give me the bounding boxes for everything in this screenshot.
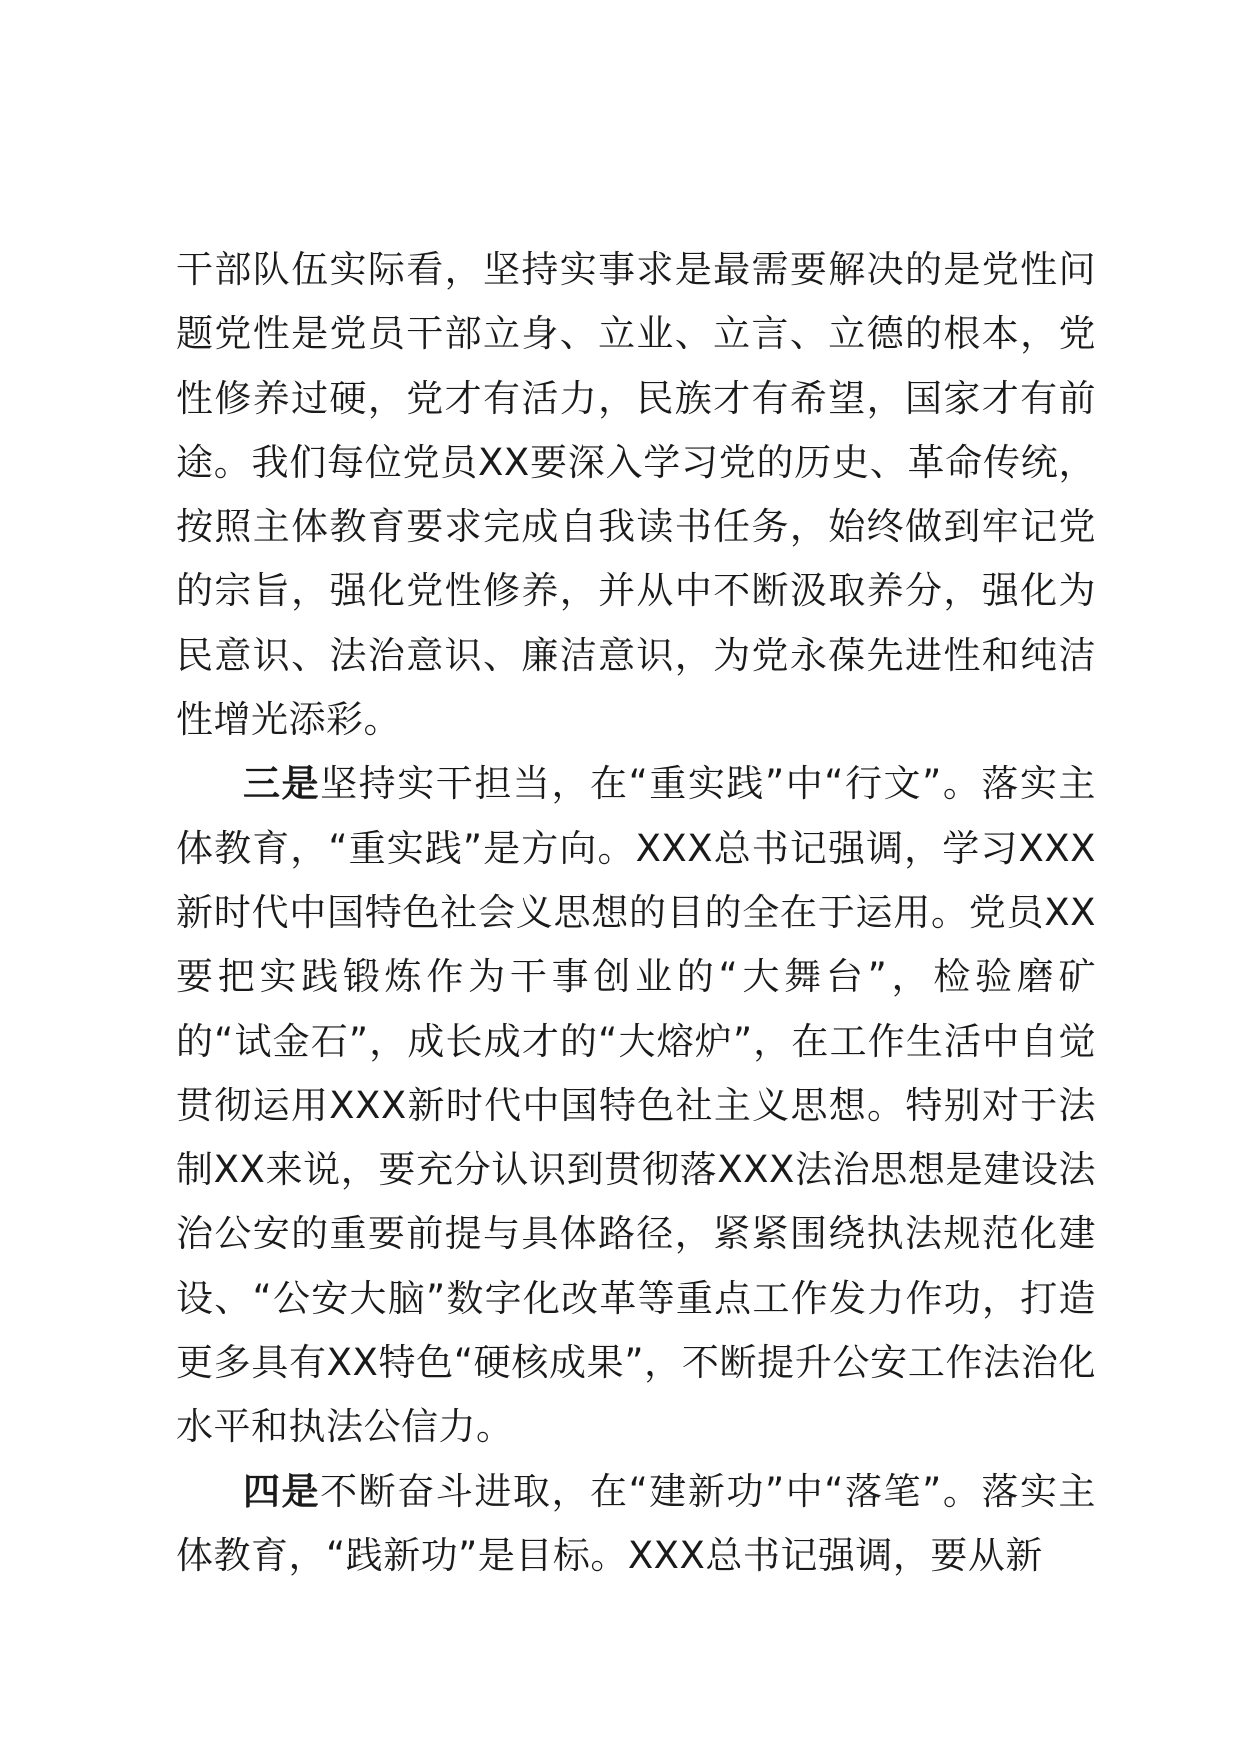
- paragraph-point-four: [176, 1460, 1096, 1589]
- paragraph-party-spirit: [176, 238, 1096, 752]
- paragraph-lead: 三是: [243, 762, 321, 806]
- body-text: [176, 238, 1096, 1588]
- paragraph-point-three: [176, 752, 1096, 1459]
- paragraph-lead: 四是: [243, 1469, 321, 1513]
- paragraph-text: 干部队伍实际看，坚持实事求是最需要解决的是党性问题党性是党员干部立身、立业、立言、立德的根本，党性修养过硬，党才有活力，民族才有希望，国家才有前途。我们每位党员XX要深入学习党的历史、革命传统，按照主体教育要求完成自我读书任务，始终做到牢记党的宗旨，强化党性修养，并从中不断汲取养分，强化为民意识、法治意识、廉洁意识，为党永葆先进性和纯洁性增光添彩。: [176, 248, 1096, 742]
- paragraph-text: 坚持实干担当，在“重实践”中“行文”。落实主体教育，“重实践”是方向。XXX总书记强调，学习XXX新时代中国特色社会义思想的目的全在于运用。党员XX要把实践锻炼作为干事创业的“大舞台”，检验磨矿的“试金石”，成长成才的“大熔炉”，在工作生活中自觉贯彻运用XXX新时代中国特色社主义思想。特别对于法制XX来说，要充分认识到贯彻落XXX法治思想是建设法治公安的重要前提与具体路径，紧紧围绕执法规范化建设、“公安大脑”数字化改革等重点工作发力作功，打造更多具有XX特色“硬核成果”，不断提升公安工作法治化水平和执法公信力。: [176, 762, 1096, 1449]
- paragraph-text: 不断奋斗进取，在“建新功”中“落笔”。落实主体教育，“践新功”是目标。XXX总书记强调，要从新: [176, 1469, 1096, 1577]
